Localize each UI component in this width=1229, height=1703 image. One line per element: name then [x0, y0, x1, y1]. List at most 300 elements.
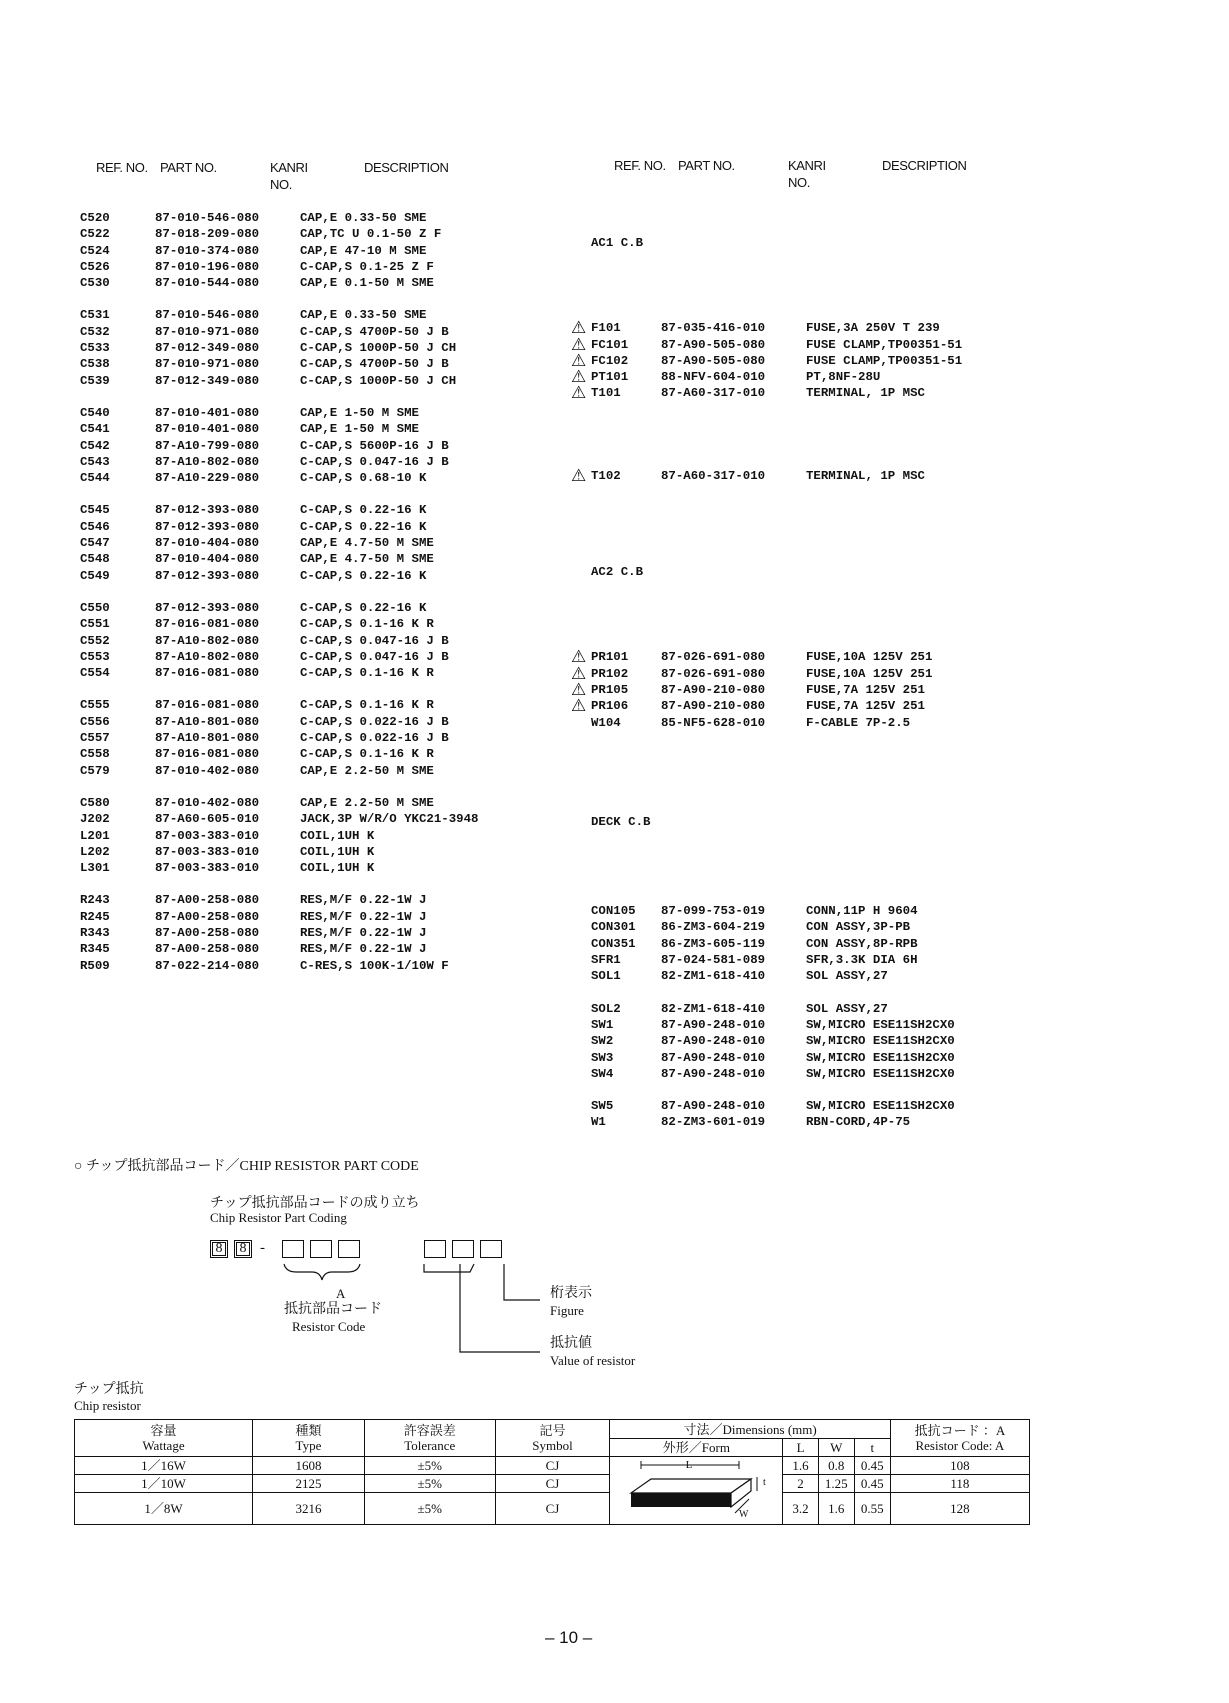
cell-l: 1.6 — [783, 1457, 819, 1475]
part-no: 87-016-081-080 — [155, 698, 260, 713]
description: SW,MICRO ESE11SH2CX0 — [806, 1034, 955, 1049]
ref-no: C543 — [80, 454, 110, 469]
ref-no: C531 — [80, 308, 110, 323]
table-row — [567, 968, 1046, 984]
warning-cell — [567, 1033, 591, 1049]
table-row — [567, 465, 1046, 486]
warning-cell — [567, 903, 591, 919]
table-row — [80, 275, 540, 291]
description: C-CAP,S 5600P-16 J B — [300, 438, 449, 453]
left-header-kanri: KANRI — [270, 160, 308, 175]
ref-no: SW3 — [591, 1050, 614, 1065]
part-no: 87-003-383-010 — [155, 844, 260, 859]
description: C-CAP,S 0.22-16 K — [300, 600, 427, 615]
description: C-CAP,S 0.1-16 K R — [300, 617, 434, 632]
table-row — [80, 356, 540, 372]
part-no: 88-NFV-604-010 — [661, 370, 766, 385]
warning-triangle-icon: ⚠ — [571, 465, 587, 486]
description: SOL ASSY,27 — [806, 969, 888, 984]
part-no: 87-A90-248-010 — [661, 1034, 766, 1049]
part-no: 87-A90-248-010 — [661, 1066, 766, 1081]
table-row — [567, 367, 1046, 388]
table-row — [567, 318, 1046, 339]
part-no: 87-010-544-080 — [155, 276, 260, 291]
description: CAP,E 0.1-50 M SME — [300, 276, 434, 291]
table-row — [567, 1017, 1046, 1033]
table-row — [80, 925, 540, 941]
description: C-CAP,S 0.022-16 J B — [300, 731, 449, 746]
part-no: 87-003-383-010 — [155, 861, 260, 876]
part-no: 87-A00-258-080 — [155, 925, 260, 940]
ref-no: C550 — [80, 600, 110, 615]
left-header-kanri-no: NO. — [270, 177, 292, 192]
warning-cell — [567, 1001, 591, 1017]
ref-no: FC102 — [591, 353, 629, 368]
table-row — [80, 307, 540, 323]
cell-l: 2 — [783, 1475, 819, 1493]
right-header-kanri-no: NO. — [788, 175, 810, 190]
table-row — [567, 919, 1046, 935]
description: RES,M/F 0.22-1W J — [300, 909, 427, 924]
description: PT,8NF-28U — [806, 370, 881, 385]
cell-w: 0.8 — [818, 1457, 854, 1475]
description: FUSE,7A 125V 251 — [806, 682, 925, 697]
warning-triangle-icon: ⚠ — [571, 647, 587, 668]
ac1-rows — [567, 318, 1046, 404]
table-row — [567, 715, 1046, 731]
label-figure-en: Figure — [550, 1303, 584, 1318]
part-no: 87-A60-317-010 — [661, 468, 766, 483]
description: CAP,E 0.33-50 SME — [300, 211, 427, 225]
header-symbol: 記号 Symbol — [495, 1420, 610, 1457]
cell-w: 1.6 — [818, 1493, 854, 1525]
description: CON ASSY,8P-RPB — [806, 936, 918, 951]
description: C-CAP,S 0.1-25 Z F — [300, 259, 434, 274]
ref-no: PR106 — [591, 699, 629, 714]
ref-no: C524 — [80, 243, 110, 258]
warning-triangle-icon: ⚠ — [571, 679, 587, 700]
description: FUSE,7A 125V 251 — [806, 699, 925, 714]
ref-no: W104 — [591, 715, 621, 730]
group-gap — [80, 486, 540, 502]
warning-cell — [567, 383, 591, 404]
table-row — [567, 1098, 1046, 1114]
group-gap — [80, 779, 540, 795]
chip-table-title-en: Chip resistor — [74, 1398, 141, 1413]
part-no: 87-A10-229-080 — [155, 471, 260, 486]
chip-resistor-diagram — [611, 1457, 781, 1521]
ref-no: C558 — [80, 747, 110, 762]
part-no: 87-010-971-080 — [155, 357, 260, 372]
description: SFR,3.3K DIA 6H — [806, 953, 918, 968]
description: CAP,E 2.2-50 M SME — [300, 795, 434, 810]
part-no: 87-010-402-080 — [155, 763, 260, 778]
ref-no: C555 — [80, 698, 110, 713]
ref-no: C545 — [80, 503, 110, 518]
chip-form-diagram — [610, 1457, 783, 1525]
part-no: 87-010-374-080 — [155, 243, 260, 258]
description: RES,M/F 0.22-1W J — [300, 893, 427, 908]
header-resistor-code: 抵抗コード ：A Resistor Code: A — [890, 1420, 1029, 1457]
header-l: L — [783, 1439, 819, 1457]
page-number: – 10 – — [545, 1628, 593, 1647]
part-no: 87-012-349-080 — [155, 341, 260, 356]
ref-no: C541 — [80, 422, 110, 437]
description: FUSE,10A 125V 251 — [806, 650, 933, 665]
code-empty-box — [338, 1240, 360, 1258]
description: CAP,E 1-50 M SME — [300, 422, 419, 437]
table-row — [80, 763, 540, 779]
table-row — [567, 334, 1046, 355]
label-resistor-code-en: Resistor Code — [292, 1319, 366, 1334]
warning-triangle-icon: ⚠ — [571, 334, 587, 355]
code-digit-box: 8 — [234, 1240, 252, 1258]
table-row — [567, 936, 1046, 952]
ac2-rows — [567, 649, 1046, 730]
right-header-description: DESCRIPTION — [882, 158, 967, 173]
table-row — [80, 438, 540, 454]
part-no: 87-016-081-080 — [155, 666, 260, 681]
warning-triangle-icon: ⚠ — [571, 663, 587, 684]
ref-no: R345 — [80, 942, 110, 957]
ref-no: C547 — [80, 536, 110, 551]
table-row — [567, 679, 1046, 700]
part-no: 87-010-971-080 — [155, 324, 260, 339]
label-resistor-code-jp: 抵抗部品コード — [284, 1302, 382, 1317]
warning-triangle-icon: ⚠ — [571, 696, 587, 717]
header-w: W — [818, 1439, 854, 1457]
description: CAP,E 2.2-50 M SME — [300, 763, 434, 778]
table-row — [80, 340, 540, 356]
part-no: 87-A60-317-010 — [661, 386, 766, 401]
table-row — [80, 844, 540, 860]
ref-no: PR105 — [591, 682, 629, 697]
table-row — [567, 1001, 1046, 1017]
table-header-row — [75, 1420, 1030, 1439]
cell-t: 0.45 — [854, 1457, 890, 1475]
cell-code: 128 — [890, 1493, 1029, 1525]
part-no: 87-010-402-080 — [155, 795, 260, 810]
right-header-ref-no: REF. NO. — [614, 158, 666, 173]
table-row — [80, 535, 540, 551]
part-no: 87-A00-258-080 — [155, 942, 260, 957]
description: C-CAP,S 0.68-10 K — [300, 471, 427, 486]
header-type: 種類 Type — [252, 1420, 364, 1457]
part-no: 87-A10-802-080 — [155, 649, 260, 664]
ref-no: T102 — [591, 468, 621, 483]
warning-cell — [567, 465, 591, 486]
part-no: 87-A90-210-080 — [661, 699, 766, 714]
table-row — [80, 860, 540, 876]
left-header-description: DESCRIPTION — [364, 160, 449, 175]
coding-title-en: Chip Resistor Part Coding — [210, 1210, 347, 1225]
coding-title-jp: チップ抵抗部品コードの成り立ち — [210, 1196, 420, 1211]
ac1-rows-2 — [567, 465, 1046, 486]
cell-code: 108 — [890, 1457, 1029, 1475]
cell-wattage: 1／10W — [75, 1475, 253, 1493]
ref-no: C544 — [80, 471, 110, 486]
part-no: 87-099-753-019 — [661, 904, 766, 919]
ref-no: C539 — [80, 373, 110, 388]
cell-symbol: CJ — [495, 1475, 610, 1493]
cell-t: 0.45 — [854, 1475, 890, 1493]
ref-no: C580 — [80, 795, 110, 810]
cell-type: 2125 — [252, 1475, 364, 1493]
code-empty-box — [282, 1240, 304, 1258]
ref-no: PT101 — [591, 370, 629, 385]
ref-no: SW2 — [591, 1034, 614, 1049]
part-no: 87-022-214-080 — [155, 958, 260, 973]
table-row — [567, 1050, 1046, 1066]
description: C-CAP,S 0.047-16 J B — [300, 454, 449, 469]
table-row — [80, 405, 540, 421]
ref-no: FC101 — [591, 337, 629, 352]
description: CAP,E 1-50 M SME — [300, 405, 419, 420]
table-row — [567, 696, 1046, 717]
ref-no: C548 — [80, 552, 110, 567]
description: SW,MICRO ESE11SH2CX0 — [806, 1099, 955, 1114]
table-row — [80, 519, 540, 535]
part-no: 87-012-393-080 — [155, 503, 260, 518]
table-row — [567, 903, 1046, 919]
part-no: 87-012-393-080 — [155, 568, 260, 583]
ref-no: C557 — [80, 731, 110, 746]
description: SW,MICRO ESE11SH2CX0 — [806, 1050, 955, 1065]
cell-t: 0.55 — [854, 1493, 890, 1525]
part-no: 87-A10-801-080 — [155, 731, 260, 746]
table-row — [80, 633, 540, 649]
header-tolerance: 許容誤差 Tolerance — [364, 1420, 495, 1457]
table-row — [80, 697, 540, 713]
table-row — [80, 616, 540, 632]
ref-no: SOL1 — [591, 969, 621, 984]
description: COIL,1UH K — [300, 844, 375, 859]
part-no: 87-010-546-080 — [155, 308, 260, 323]
table-row — [80, 649, 540, 665]
description: SW,MICRO ESE11SH2CX0 — [806, 1066, 955, 1081]
ref-no: C549 — [80, 568, 110, 583]
group-gap — [80, 681, 540, 697]
part-no: 87-010-404-080 — [155, 552, 260, 567]
part-no: 87-003-383-010 — [155, 828, 260, 843]
cell-type: 3216 — [252, 1493, 364, 1525]
part-no: 82-ZM1-618-410 — [661, 1001, 766, 1016]
table-row — [80, 551, 540, 567]
diagram-t-label: t — [763, 1477, 767, 1488]
ref-no: W1 — [591, 1115, 606, 1130]
part-no: 87-012-393-080 — [155, 600, 260, 615]
ref-no: C533 — [80, 341, 110, 356]
description: C-CAP,S 0.047-16 J B — [300, 633, 449, 648]
code-empty-box — [480, 1240, 502, 1258]
description: FUSE CLAMP,TP00351-51 — [806, 337, 963, 352]
description: C-CAP,S 1000P-50 J CH — [300, 373, 457, 388]
ref-no: L301 — [80, 861, 110, 876]
part-no: 87-A90-248-010 — [661, 1099, 766, 1114]
part-no: 87-010-546-080 — [155, 211, 260, 225]
description: C-CAP,S 0.22-16 K — [300, 568, 427, 583]
ref-no: T101 — [591, 386, 621, 401]
description: CAP,E 0.33-50 SME — [300, 308, 427, 323]
warning-triangle-icon: ⚠ — [571, 318, 587, 339]
part-no: 87-A60-605-010 — [155, 812, 260, 827]
cell-type: 1608 — [252, 1457, 364, 1475]
description: C-CAP,S 4700P-50 J B — [300, 357, 449, 372]
left-header-part-no: PART NO. — [160, 160, 217, 175]
table-row — [80, 795, 540, 811]
cell-symbol: CJ — [495, 1457, 610, 1475]
part-no: 87-016-081-080 — [155, 747, 260, 762]
part-no: 87-A00-258-080 — [155, 893, 260, 908]
description: C-CAP,S 0.22-16 K — [300, 519, 427, 534]
warning-cell — [567, 919, 591, 935]
description: FUSE,3A 250V T 239 — [806, 321, 940, 336]
cell-tolerance: ±5% — [364, 1475, 495, 1493]
ref-no: C556 — [80, 714, 110, 729]
part-no: 87-A10-802-080 — [155, 633, 260, 648]
ref-no: CON351 — [591, 936, 636, 951]
ref-no: C546 — [80, 519, 110, 534]
description: F-CABLE 7P-2.5 — [806, 715, 911, 730]
header-dimensions: 寸法／Dimensions (mm) — [610, 1420, 890, 1439]
table-row — [567, 952, 1046, 968]
table-row — [75, 1493, 1030, 1525]
part-no: 87-A90-505-080 — [661, 337, 766, 352]
warning-cell — [567, 1098, 591, 1114]
ref-no: C522 — [80, 227, 110, 242]
description: C-CAP,S 0.1-16 K R — [300, 747, 434, 762]
table-row — [80, 243, 540, 259]
group-gap — [80, 389, 540, 405]
diagram-w-label: W — [739, 1509, 749, 1520]
part-no: 82-ZM1-618-410 — [661, 969, 766, 984]
right-parts-list — [567, 207, 1046, 1145]
description: C-CAP,S 0.022-16 J B — [300, 714, 449, 729]
description: FUSE CLAMP,TP00351-51 — [806, 353, 963, 368]
table-row — [567, 647, 1046, 668]
part-no: 87-016-081-080 — [155, 617, 260, 632]
part-no: 87-010-404-080 — [155, 536, 260, 551]
table-row — [80, 730, 540, 746]
description: CAP,TC U 0.1-50 Z F — [300, 227, 442, 242]
part-no: 85-NF5-628-010 — [661, 715, 766, 730]
part-no: 87-A90-210-080 — [661, 682, 766, 697]
ref-no: C579 — [80, 763, 110, 778]
part-no: 87-012-393-080 — [155, 519, 260, 534]
left-parts-list — [80, 210, 540, 974]
ref-no: SFR1 — [591, 953, 621, 968]
group-gap — [567, 1082, 1046, 1098]
ref-no: R509 — [80, 958, 110, 973]
table-row — [75, 1475, 1030, 1493]
table-row — [80, 568, 540, 584]
description: RBN-CORD,4P-75 — [806, 1115, 911, 1130]
table-row — [80, 421, 540, 437]
part-no: 86-ZM3-604-219 — [661, 920, 766, 935]
table-row — [80, 941, 540, 957]
ref-no: CON301 — [591, 920, 636, 935]
table-row — [567, 1033, 1046, 1049]
ac2-title: AC2 C.B — [591, 565, 644, 580]
ref-no: C554 — [80, 666, 110, 681]
cell-wattage: 1／16W — [75, 1457, 253, 1475]
chip-table-title-jp: チップ抵抗 — [74, 1382, 144, 1397]
diagram-l-label: L — [686, 1459, 693, 1471]
ref-no: F101 — [591, 321, 621, 336]
label-figure-jp: 桁表示 — [550, 1286, 592, 1301]
cell-tolerance: ±5% — [364, 1493, 495, 1525]
part-no: 87-A00-258-080 — [155, 909, 260, 924]
table-row — [80, 259, 540, 275]
warning-cell — [567, 968, 591, 984]
code-empty-box — [452, 1240, 474, 1258]
cell-w: 1.25 — [818, 1475, 854, 1493]
part-no: 87-010-196-080 — [155, 259, 260, 274]
part-no: 87-018-209-080 — [155, 227, 260, 242]
header-wattage: 容量 Wattage — [75, 1420, 253, 1457]
cell-symbol: CJ — [495, 1493, 610, 1525]
code-empty-box — [424, 1240, 446, 1258]
description: CONN,11P H 9604 — [806, 904, 918, 919]
ref-no: R243 — [80, 893, 110, 908]
ref-no: C540 — [80, 405, 110, 420]
ref-no: C520 — [80, 211, 110, 225]
part-no: 87-012-349-080 — [155, 373, 260, 388]
code-empty-box — [310, 1240, 332, 1258]
description: RES,M/F 0.22-1W J — [300, 942, 427, 957]
description: FUSE,10A 125V 251 — [806, 666, 933, 681]
table-row — [80, 811, 540, 827]
description: CAP,E 47-10 M SME — [300, 243, 427, 258]
description: COIL,1UH K — [300, 861, 375, 876]
ref-no: SW1 — [591, 1017, 614, 1032]
group-gap — [80, 876, 540, 892]
right-header-kanri: KANRI — [788, 158, 826, 173]
table-row — [80, 454, 540, 470]
description: C-CAP,S 4700P-50 J B — [300, 324, 449, 339]
description: CON ASSY,3P-PB — [806, 920, 911, 935]
part-no: 86-ZM3-605-119 — [661, 936, 766, 951]
table-row — [567, 663, 1046, 684]
warning-cell — [567, 1114, 591, 1130]
ref-no: SW5 — [591, 1099, 614, 1114]
table-row — [80, 470, 540, 486]
warning-cell — [567, 1017, 591, 1033]
code-dash: - — [260, 1240, 265, 1256]
table-row — [567, 383, 1046, 404]
description: C-CAP,S 0.22-16 K — [300, 503, 427, 518]
deck-title: DECK C.B — [591, 814, 651, 829]
warning-cell — [567, 952, 591, 968]
table-row — [567, 1066, 1046, 1082]
description: CAP,E 4.7-50 M SME — [300, 536, 434, 551]
description: RES,M/F 0.22-1W J — [300, 925, 427, 940]
ref-no: C526 — [80, 259, 110, 274]
cell-l: 3.2 — [783, 1493, 819, 1525]
table-row — [80, 828, 540, 844]
table-row — [80, 714, 540, 730]
table-row — [80, 210, 540, 226]
description: C-CAP,S 1000P-50 J CH — [300, 341, 457, 356]
table-row — [80, 909, 540, 925]
label-value-jp: 抵抗値 — [550, 1336, 592, 1351]
ref-no: SW4 — [591, 1066, 614, 1081]
description: C-CAP,S 0.1-16 K R — [300, 666, 434, 681]
header-form: 外形／Form — [610, 1439, 783, 1457]
warning-triangle-icon: ⚠ — [571, 383, 587, 404]
ref-no: C542 — [80, 438, 110, 453]
ref-no: C551 — [80, 617, 110, 632]
